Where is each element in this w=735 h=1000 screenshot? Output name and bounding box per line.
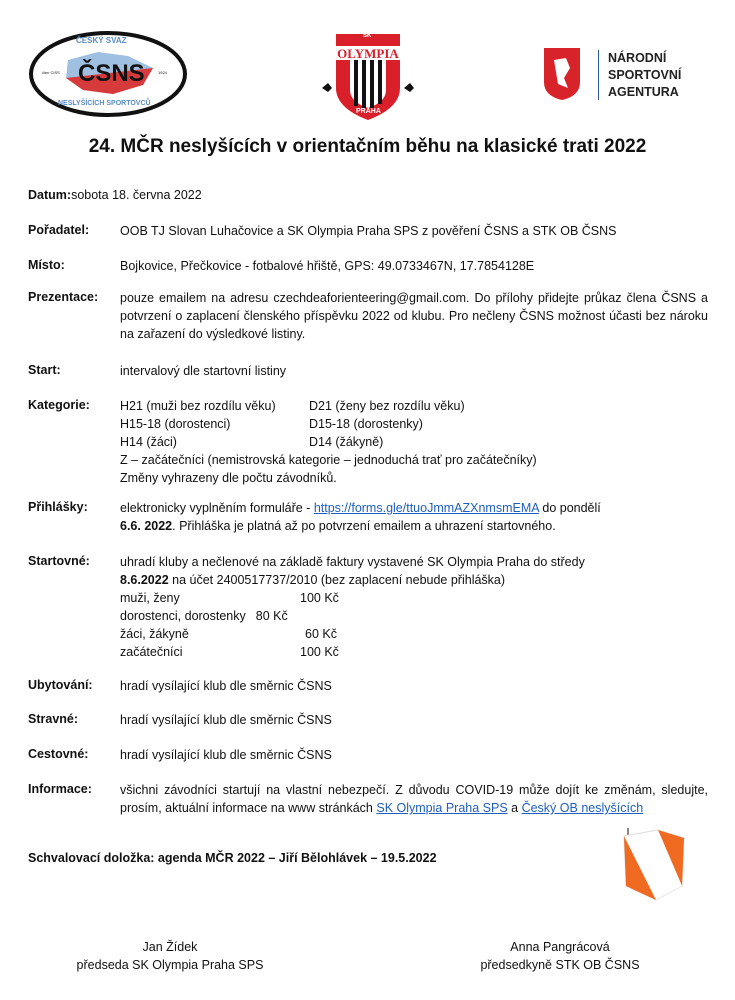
signature-pangracova: Anna Pangrácová předsedkyně STK OB ČSNS <box>480 940 640 972</box>
misto-value: Bojkovice, Přečkovice - fotbalové hřiště, GPS: 49.0733467N, 17.7854128E <box>120 259 535 273</box>
prezentace-value: pouze emailem na adresu czechdeaforienteering@gmail.com. Do přílohy přidejte průkaz člena ČSNS a potvrzení o zaplacení členského příspěvku 2022 od klubu. Pro nečleny ČSNS možnost účasti bez nároku na zařazení do výsledkové listiny. <box>120 291 708 341</box>
kategorie-h-list: H21 (muži bez rozdílu věku) H15-18 (dorostenci) H14 (žáci) Z – začátečníci (nemistrovská kategorie – jednoduchá trať pro začátečníky) Změny vyhrazeny dle počtu závodníků. <box>120 399 537 485</box>
fee-table <box>120 589 339 661</box>
fee-row: muži, ženy 100 Kč <box>120 591 339 605</box>
poradatel-value: OOB TJ Slovan Luhačovice a SK Olympia Praha SPS z pověření ČSNS a STK OB ČSNS <box>120 224 617 238</box>
kategorie-label: Kategorie: <box>28 398 90 412</box>
stravne-value: hradí vysílající klub dle směrnic ČSNS <box>120 713 332 727</box>
nsa-divider <box>598 50 599 100</box>
nsa-logo: NÁRODNÍ SPORTOVNÍ AGENTURA <box>544 48 694 104</box>
poradatel-label: Pořadatel: <box>28 223 90 237</box>
misto-label: Místo: <box>28 258 65 272</box>
cestovne-value: hradí vysílající klub dle směrnic ČSNS <box>120 748 332 762</box>
olympia-logo: SK OLYMPIA PRAHA <box>318 28 418 122</box>
ubytovani-value: hradí vysílající klub dle směrnic ČSNS <box>120 679 332 693</box>
prezentace-label: Prezentace: <box>28 290 99 304</box>
cesky-ob-link[interactable]: Český OB neslyšících <box>521 801 644 815</box>
start-label: Start: <box>28 363 61 377</box>
informace-value: všichni závodníci startují na vlastní nebezpečí. Z důvodu COVID-19 může dojít ke změnám, sledujte, prosím, aktuální informace na www stránkách SK Olympia Praha SPS a Český OB neslyšících <box>120 783 708 815</box>
stravne-label: Stravné: <box>28 712 79 726</box>
form-link[interactable]: https://forms.gle/ttuoJmmAZXnmsmEMA <box>313 501 539 515</box>
fee-row: dorostenci, dorostenky 80 Kč <box>120 609 288 623</box>
kategorie-d-list: D21 (ženy bez rozdílu věku) D15-18 (dorostenky) D14 (žákyně) <box>309 399 465 449</box>
olympia-link[interactable]: SK Olympia Praha SPS <box>376 801 508 815</box>
signature-zidek: Jan Žídek předseda SK Olympia Praha SPS <box>76 940 264 972</box>
startovne-value: uhradí kluby a nečlenové na základě faktury vystavené SK Olympia Praha do středy 8.6.2022 na účet 2400517737/2010 (bez zaplacení nebude přihláška) <box>120 555 585 587</box>
prihlasky-value: elektronicky vyplněním formuláře - https://forms.gle/ttuoJmmAZXnmsmEMA do pondělí 6.6. 2022. Přihláška je platná až po potvrzení emailem a uhrazení startovného. <box>120 501 601 533</box>
ubytovani-label: Ubytování: <box>28 678 93 692</box>
schvalovaci-dolozka: Schvalovací doložka: agenda MČR 2022 – Jiří Bělohlávek – 19.5.2022 <box>28 851 437 865</box>
fee-row: žáci, žákyně 60 Kč <box>120 627 337 641</box>
datum-row: Datum:sobota 18. června 2022 <box>28 188 202 202</box>
cestovne-label: Cestovné: <box>28 747 89 761</box>
csns-logo: ČESKÝ SVAZ ČSNS člen CISS 1924 NESLYŠÍCÍCH SPORTOVCŮ <box>28 30 188 118</box>
orienteering-flag-icon <box>618 826 690 909</box>
start-value: intervalový dle startovní listiny <box>120 364 287 378</box>
startovne-label: Startovné: <box>28 554 90 568</box>
fee-row: začátečníci 100 Kč <box>120 645 339 659</box>
page-title: 24. MČR neslyšících v orientačním běhu na klasické trati 2022 <box>88 136 647 157</box>
prihlasky-label: Přihlášky: <box>28 500 88 514</box>
informace-label: Informace: <box>28 782 92 796</box>
